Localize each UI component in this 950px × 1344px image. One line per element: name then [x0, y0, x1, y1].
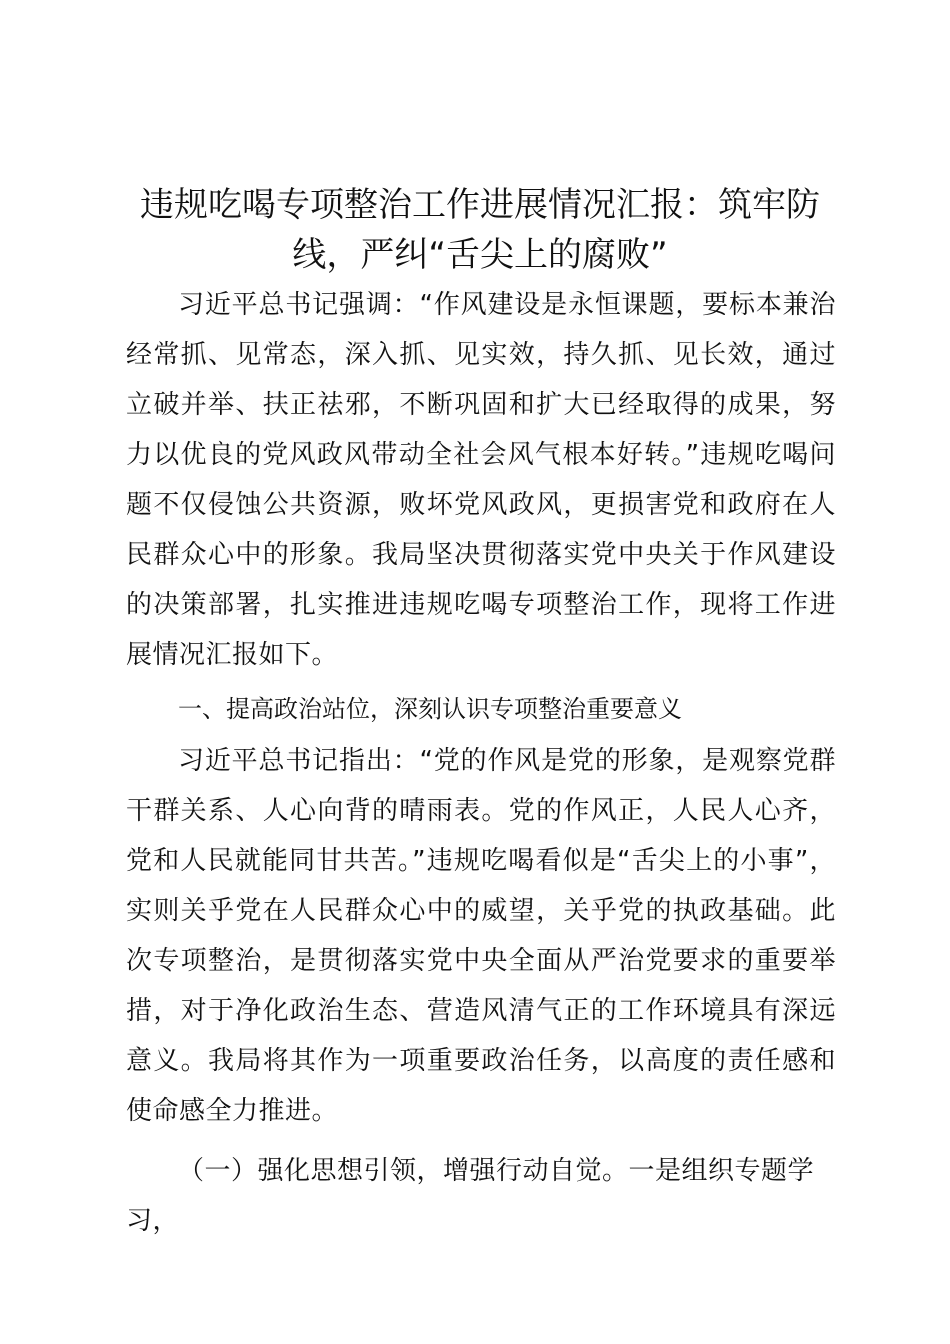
section-heading-1: 一、提高政治站位，深刻认识专项整治重要意义: [178, 695, 682, 723]
paragraph-subsection-1: （一）强化思想引领，增强行动自觉。一是组织专题学习，: [126, 1156, 815, 1236]
paragraph-section-1: 习近平总书记指出：“党的作风是党的形象，是观察党群干群关系、人心向背的晴雨表。党的作风正，人民人心齐，党和人民就能同甘共苦。”违规吃喝看似是“舌尖上的小事”，实则关乎党在人民群众心中的威望，关乎党的执政基础。此次专项整治，是贯彻落实党中央全面从严治党要求的重要举措，对于净化政治生态、营造风清气正的工作环境具有深远意义。我局将其作为一项重要政治任务，以高度的责任感和使命感全力推进。: [126, 746, 836, 1126]
paragraph-intro: 习近平总书记强调：“作风建设是永恒课题，要标本兼治经常抓、见常态，深入抓、见实效，持久抓、见长效，通过立破并举、扶正祛邪，不断巩固和扩大已经取得的成果，努力以优良的党风政风带动全社会风气根本好转。”违规吃喝问题不仅侵蚀公共资源，败坏党风政风，更损害党和政府在人民群众心中的形象。我局坚决贯彻落实党中央关于作风建设的决策部署，扎实推进违规吃喝专项整治工作，现将工作进展情况汇报如下。: [126, 290, 836, 670]
document-title: 违规吃喝专项整治工作进展情况汇报：筑牢防线，严纠“舌尖上的腐败”: [140, 185, 820, 275]
document-body: [126, 280, 836, 1246]
